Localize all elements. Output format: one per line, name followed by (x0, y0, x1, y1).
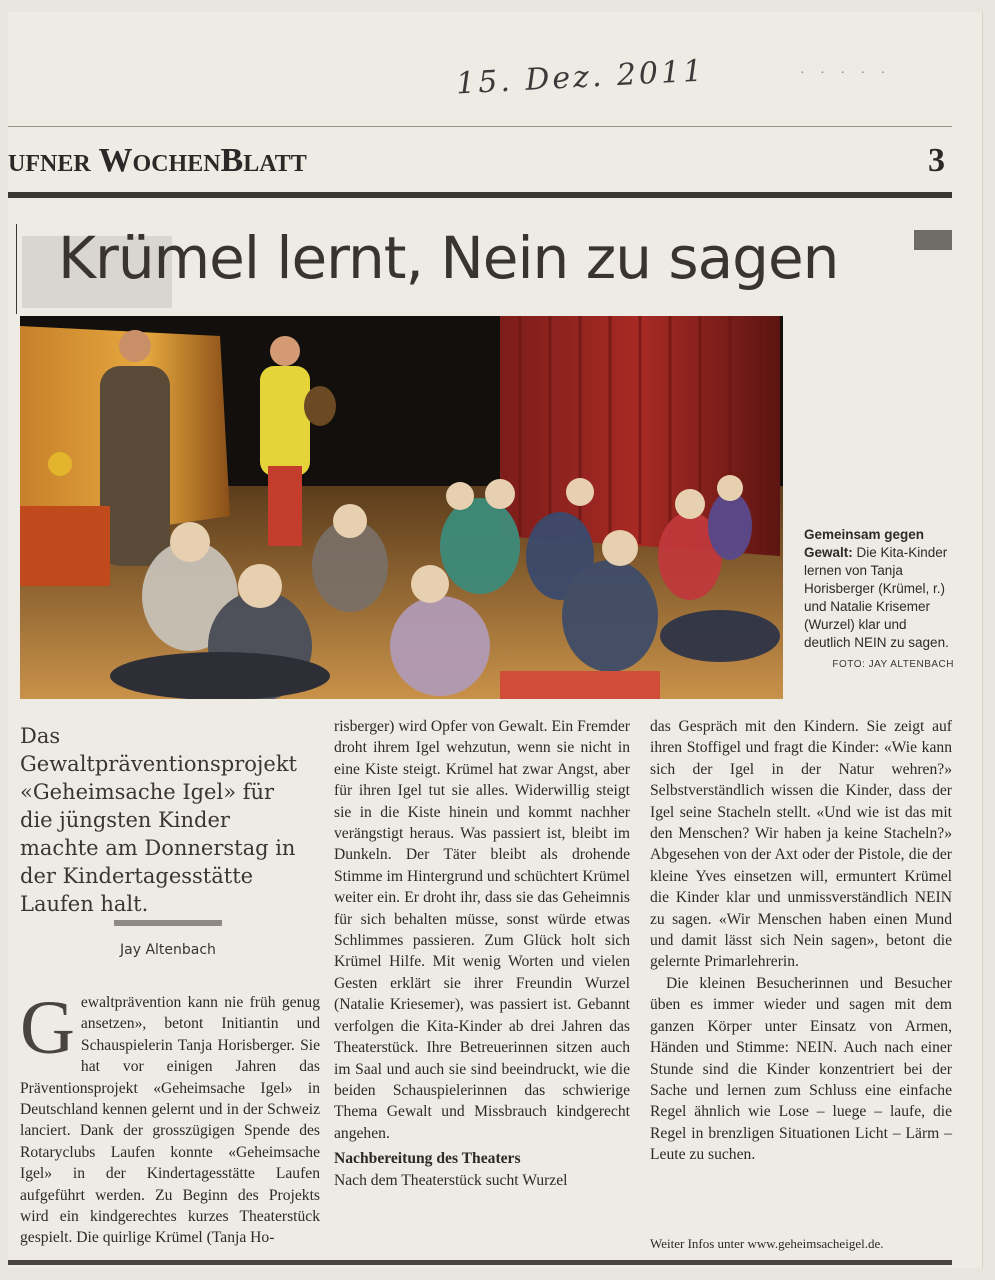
drop-cap: G (20, 986, 75, 1070)
caption-text: Die Kita-Kinder lernen von Tanja Horisberger (Krümel, r.) und Natalie Krisemer (Wurzel) klar und deutlich NEIN zu sagen. (804, 545, 949, 650)
article-column-1 (20, 986, 320, 1249)
column-1-text: ewaltprävention kann nie früh genug ansetzen», betont Initiantin und Schauspielerin Tanja Horisberger. Sie hat vor einigen Jahren das Präventionsprojekt «Geheimsache Igel» in Deutschland kennen gelernt und in der Schweiz lanciert. Dank der grosszügigen Spende des Rotaryclubs Laufen konnte «Geheimsache Igel» in der Kindertagesstätte Laufen aufgeführt werden. Zu Beginn des Projekts wird ein kindgerechtes kurzes Theaterstück gespielt. Die quirlige Krümel (Tanja Ho- (20, 994, 320, 1247)
left-border-line (16, 224, 17, 314)
column-2-paragraph-2: Nach dem Theaterstück sucht Wurzel (334, 1171, 568, 1189)
author-rule (114, 920, 222, 926)
column-3-paragraph-1: das Gespräch mit den Kindern. Sie zeigt auf ihren Stoffigel und fragt die Kinder: «Wie kann sich der Igel in der Natur wehren?» Selbstverständlich wissen die Kinder, dass der Igel seine Stacheln stellt. «Und wie ist das mit den Menschen? Wir haben ja keine Stacheln?» Abgesehen von der Axt oder der Pistole, die der kleine Yves einsetzen will, ermuntert Krümel die Kinder klar und unmissverständlich NEIN zu sagen. «Wir Menschen haben einen Mund und damit lässt sich Nein sagen», betont die gelernte Primarlehrerin. (650, 718, 952, 971)
newspaper-page (8, 12, 983, 1268)
bottom-rule (8, 1260, 952, 1265)
stage-photo (20, 316, 783, 699)
subheading: Nachbereitung des Theaters (334, 1150, 521, 1168)
more-info-note: Weiter Infos unter www.geheimsacheigel.de. (650, 1236, 884, 1251)
masthead-rule (8, 192, 952, 198)
masthead: ufner WochenBlatt (8, 142, 307, 179)
article-column-3 (650, 716, 952, 1166)
lead-paragraph: Das Gewaltpräventionsprojekt «Geheimsache Igel» für die jüngsten Kinder machte am Donnerstag in der Kindertagesstätte Laufen halt. (20, 724, 297, 916)
author-name: Jay Altenbach (120, 942, 216, 958)
photo-caption (804, 526, 954, 674)
stage-photo-icon (20, 316, 783, 699)
article-column-2 (334, 716, 630, 1191)
headline: Krümel lernt, Nein zu sagen (58, 224, 839, 292)
photo-credit: FOTO: JAY ALTENBACH (832, 659, 954, 670)
page-number: 3 (928, 142, 945, 179)
bleed-through-block-right (914, 230, 952, 250)
handwritten-date: 15. Dez. 2011 (455, 53, 707, 102)
column-3-paragraph-2: Die kleinen Besucherinnen und Besucher üben es immer wieder und sagen mit dem ganzen Körper unter Einsatz von Armen, Händen und Stimme: NEIN. Auch nach einer Stunde sind die Kinder konzentriert bei der Sache und lernen zum Schluss eine einfache Regel ähnlich wie Lose – luege – laufe, die Regel in brenzligen Situationen Licht – Lärm – Leute zu suchen. (650, 974, 952, 1164)
column-2-paragraph-1: risberger) wird Opfer von Gewalt. Ein Fremder droht ihrem Igel wehzutun, wenn sie nicht in eine Kiste steigt. Krümel hat zwar Angst, aber für ihren Igel tut sie alles. Widerwillig steigt sie in die Kiste hinein und kommt nachher verängstigt heraus. Was passiert ist, bleibt im Dunkeln. Der Täter bleibt als drohende Stimme im Hintergrund und schüchtert Krümel weiter ein. Er droht ihr, dass sie das Geheimnis für sich behalten müsse, sonst würde etwas Schlimmes passieren. Zum Glück holt sich Krümel Hilfe. Mit wenig Worten und vielen Gesten erklärt sie ihrer Freundin Wurzel (Natalie Kriesemer), was passiert ist. Gebannt verfolgen die Kita-Kinder ab drei Jahren das Theaterstück. Ihre Betreuerinnen sitzen auch im Saal und auch sie sind beeindruckt, wie die beiden Schauspielerinnen das schwierige Thema Gewalt und Missbrauch kindgerecht angehen. (334, 718, 630, 1142)
top-rule (8, 126, 952, 127)
caption-bold: Gemeinsam gegen Gewalt: (804, 527, 925, 560)
color-dots: · · · · · (800, 66, 892, 81)
